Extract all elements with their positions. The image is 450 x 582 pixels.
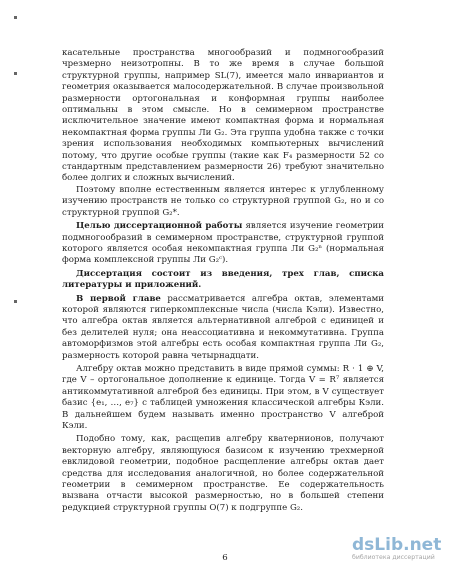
paragraph xyxy=(62,364,384,432)
paragraph-text: является изучение геометрии подмногообразий в семимерном пространстве, структурной группой которого является особая некомпактная группа Ли G₂ⁿ (нормальная форма комплексной группы Ли G₂ᶜ). xyxy=(62,221,384,266)
paragraph-bold-lead: Диссертация состоит из введения, трех глав, списка литературы и приложений. xyxy=(62,268,384,291)
paragraph-text: Подобно тому, как, расщепив алгебру кватернионов, получают векторную алгебру, являющуюся базисом к изучению трехмерной евклидовой геометрии, подобное расщепление алгебры октав дает средства для исследования аналогичной, но более содержательной геометрии в семимерном пространстве. Ее содержательность вызвана отчасти высокой размерностью, но в большей степени редукцией структурной группы O(7) к подгруппе G₂. xyxy=(62,434,384,513)
paragraph xyxy=(62,221,384,267)
watermark xyxy=(352,536,448,572)
paragraph-text: Поэтому вполне естественным является интерес к углубленному изучению пространств не только со структурной группой G₂, но и со структурной группой G₂*. xyxy=(62,184,384,218)
paragraph xyxy=(62,269,384,292)
paragraph xyxy=(62,185,384,219)
paragraph xyxy=(62,48,384,185)
paragraph-text: Алгебру октав можно представить в виде прямой суммы: R · 1 ⊕ V, где V – ортогональное дополнение к единице. Тогда V = R⁷ является антикоммутативной алгеброй без единицы. При этом, в V существует базис {e₁, …, e₇} с таблицей умножения классической алгебры Кэли. В дальнейшем будем называть именно пространство V алгеброй Кэли. xyxy=(62,363,384,431)
scan-mark xyxy=(14,300,17,303)
paragraph xyxy=(62,434,384,514)
paragraph-bold-lead: Целью диссертационной работы xyxy=(76,221,243,232)
paragraph xyxy=(62,294,384,362)
paragraph-text: касательные пространства многообразий и подмногообразий чрезмерно неизотропны. В то же время в случае большой структурной группы, например SL(7), имеется мало инвариантов и геометрия оказывается малосодержательной. В случае произвольной размерности ортогональная и конформная группы наиболее оптимальны в этом смысле. Но в семимерном пространстве исключительное значение имеют компактная форма и нормальная некомпактная форма группы Ли G₂. Эта группа удобна также с точки зрения использования необходимых компьютерных вычислений потому, что другие особые группы (такие как F₄ размерности 52 со стандартным представлением размерности 26) требуют значительно более долгих и сложных вычислений. xyxy=(62,48,384,184)
paragraph-bold-lead: В первой главе xyxy=(76,293,161,304)
body-text xyxy=(62,48,384,514)
watermark-logo: dsLib.net xyxy=(352,535,442,555)
paragraph-text: рассматривается алгебра октав, элементами которой являются гиперкомплексные числа (числа Кэли). Известно, что алгебра октав является альтернативной алгеброй с единицей и без делителей нуля; она неассоциативна и некоммутативна. Группа автоморфизмов этой алгебры есть особая компактная группа Ли G₂, размерность которой равна четырнадцати. xyxy=(62,293,384,361)
scan-mark xyxy=(14,72,17,75)
page-number: 6 xyxy=(222,553,228,563)
scan-mark xyxy=(14,16,17,19)
watermark-caption: библиотека диссертаций xyxy=(352,554,435,561)
